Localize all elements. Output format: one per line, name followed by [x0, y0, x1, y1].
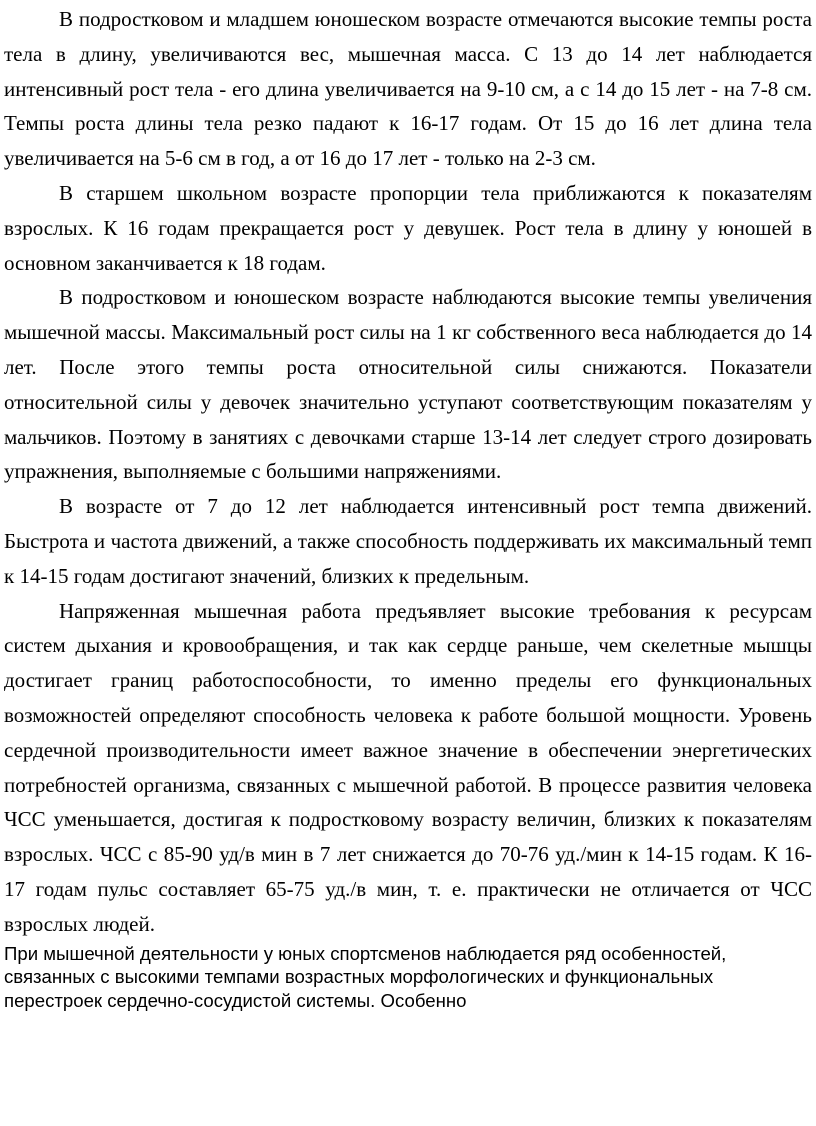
- paragraph-body-proportions: В старшем школьном возрасте пропорции тела приближаются к показателям взрослых. К 16 годам прекращается рост у девушек. Рост тела в длину у юношей в основном заканчивается к 18 годам.: [4, 180, 812, 275]
- paragraph-muscle-mass: В подростковом и юношеском возрасте наблюдаются высокие темпы увеличения мышечной массы. Максимальный рост силы на 1 кг собственного веса наблюдается до 14 лет. После этого темпы роста относительной силы снижаются. Показатели относительной силы у девочек значительно уступают соответствующим показателям у мальчиков. Поэтому в занятиях с девочками старше 13-14 лет следует строго дозировать упражнения, выполняемые с большими напряжениями.: [4, 285, 812, 484]
- paragraph-growth-rates: В подростковом и младшем юношеском возрасте отмечаются высокие темпы роста тела в длину, увеличиваются вес, мышечная масса. С 13 до 14 лет наблюдается интенсивный рост тела - его длина увеличивается на 9-10 см, а с 14 до 15 лет - на 7-8 см. Темпы роста длины тела резко падают к 16-17 годам. От 15 до 16 лет длина тела увеличивается на 5-6 см в год, а от 16 до 17 лет - только на 2-3 см.: [4, 7, 812, 171]
- paragraph-young-athletes: При мышечной деятельности у юных спортсменов наблюдается ряд особенностей, связанных с высокими темпами возрастных морфологических и функциональных перестроек сердечно-сосудистой системы. Особенно: [4, 942, 727, 1011]
- paragraph-heart-performance: Напряженная мышечная работа предъявляет высокие требования к ресурсам систем дыхания и кровообращения, и так как сердце раньше, чем скелетные мышцы достигает границ работоспособности, то именно пределы его функциональных возможностей определяют способность человека к работе большой мощности. Уровень сердечной производительности имеет важное значение в обеспечении энергетических потребностей организма, связанных с мышечной работой. В процессе развития человека ЧСС уменьшается, достигая к подростковому возрасту величин, близких к показателям взрослых. ЧСС с 85-90 уд/в мин в 7 лет снижается до 70-76 уд./мин к 14-15 годам. К 16-17 годам пульс составляет 65-75 уд./в мин, т. е. практически не отличается от ЧСС взрослых людей.: [4, 598, 812, 936]
- paragraph-movement-tempo: В возрасте от 7 до 12 лет наблюдается интенсивный рост темпа движений. Быстрота и частота движений, а также способность поддерживать их максимальный темп к 14-15 годам достигают значений, близких к предельным.: [4, 494, 812, 588]
